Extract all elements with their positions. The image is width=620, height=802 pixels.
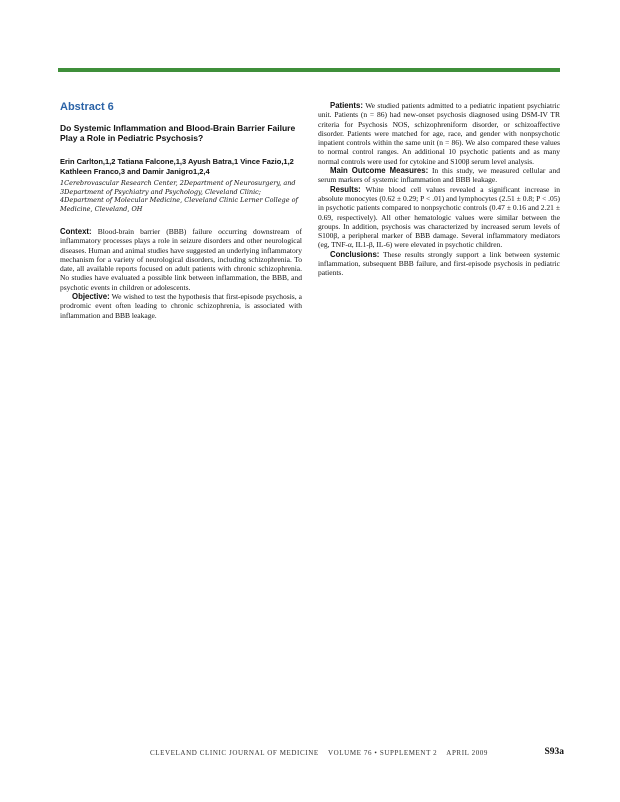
page-number: S93a (544, 747, 564, 757)
context-text: Blood-brain barrier (BBB) failure occurring downstream of inflammatory processes plays a role in seizure disorders and other neurological diseases. Human and animal studies have suggested an underlying inflammatory mechanism for a variety of neurological disorders, including schizophrenia. To date, all available reports focused on adult patients with chronic schizophrenia. No studies have evaluated a possible link between inflammation, the BBB, and psychotic events in children or adolescents. (60, 227, 302, 292)
objective-heading: Objective: (72, 292, 110, 302)
main-outcome-text: In this study, we measured cellular and serum markers of systemic inflammation and BBB leakage. (318, 166, 560, 185)
context-heading: Context: (60, 227, 92, 236)
main-outcome-section (318, 166, 560, 185)
right-column (318, 101, 560, 278)
main-outcome-heading: Main Outcome Measures: (330, 166, 429, 176)
conclusions-heading: Conclusions: (330, 249, 380, 259)
results-heading: Results: (330, 184, 361, 194)
affiliations: 1Cerebrovascular Research Center, 2Department of Neurosurgery, and 3Department of Psychiatry and Psychology, Cleveland Clinic; 4Department of Molecular Medicine, Cleveland Clinic Lerner College of Medicine, Cleveland, OH (60, 179, 298, 213)
top-rule (58, 68, 560, 72)
results-section (318, 185, 560, 250)
objective-text: We wished to test the hypothesis that first-episode psychosis, a prodromic event often leading to chronic schizophrenia, is associated with inflammation and BBB leakage. (60, 292, 302, 320)
left-column (60, 101, 302, 320)
objective-section (60, 292, 302, 320)
authors: Erin Carlton,1,2 Tatiana Falcone,1,3 Ayush Batra,1 Vince Fazio,1,2 Kathleen Franco,3 and Damir Janigro1,2,4 (60, 157, 294, 176)
conclusions-section (318, 250, 560, 278)
results-text: White blood cell values revealed a significant increase in absolute monocytes (0.62 ± 0.29; P < .01) and lymphocytes (2.51 ± 0.8; P < .05) in psychotic patients compared to nonpsychotic controls (0.47 ± 0.16 and 2.21 ± 0.69, respectively). All other hematologic values were similar between the groups. In addition, psychosis was characterized by increased serum levels of S100β, a peripheral marker of BBB damage. Several inflammatory mediators (eg, TNF-α, IL1-β, IL-6) were elevated in psychotic children. (318, 184, 560, 250)
abstract-label: Abstract 6 (60, 101, 114, 113)
running-head: CLEVELAND CLINIC JOURNAL OF MEDICINE VOLUME 76 • SUPPLEMENT 2 APRIL 2009 (150, 749, 489, 757)
article-title: Do Systemic Inflammation and Blood-Brain Barrier Failure Play a Role in Pediatric Psychosis? (60, 123, 296, 143)
page-footer (150, 749, 564, 757)
context-section (60, 227, 302, 292)
patients-heading: Patients: (330, 101, 363, 110)
conclusions-text: These results strongly support a link between systemic inflammation, subsequent BBB failure, and first-episode psychosis in pediatric patients. (318, 249, 560, 278)
patients-section (318, 101, 560, 166)
patients-text: We studied patients admitted to a pediatric inpatient psychiatric unit. Patients (n = 86) had new-onset psychosis diagnosed using DSM-IV TR criteria for Psychosis NOS, schizophreniform disorder, or schizoaffective disorder. Patients were matched for age, race, and gender with nonpsychotic inpatient controls within the same unit (n = 86). We also compared these values to normal control ranges. An additional 10 psychotic patients and as many normal controls were used for cytokine and S100β serum level analysis. (318, 101, 560, 166)
